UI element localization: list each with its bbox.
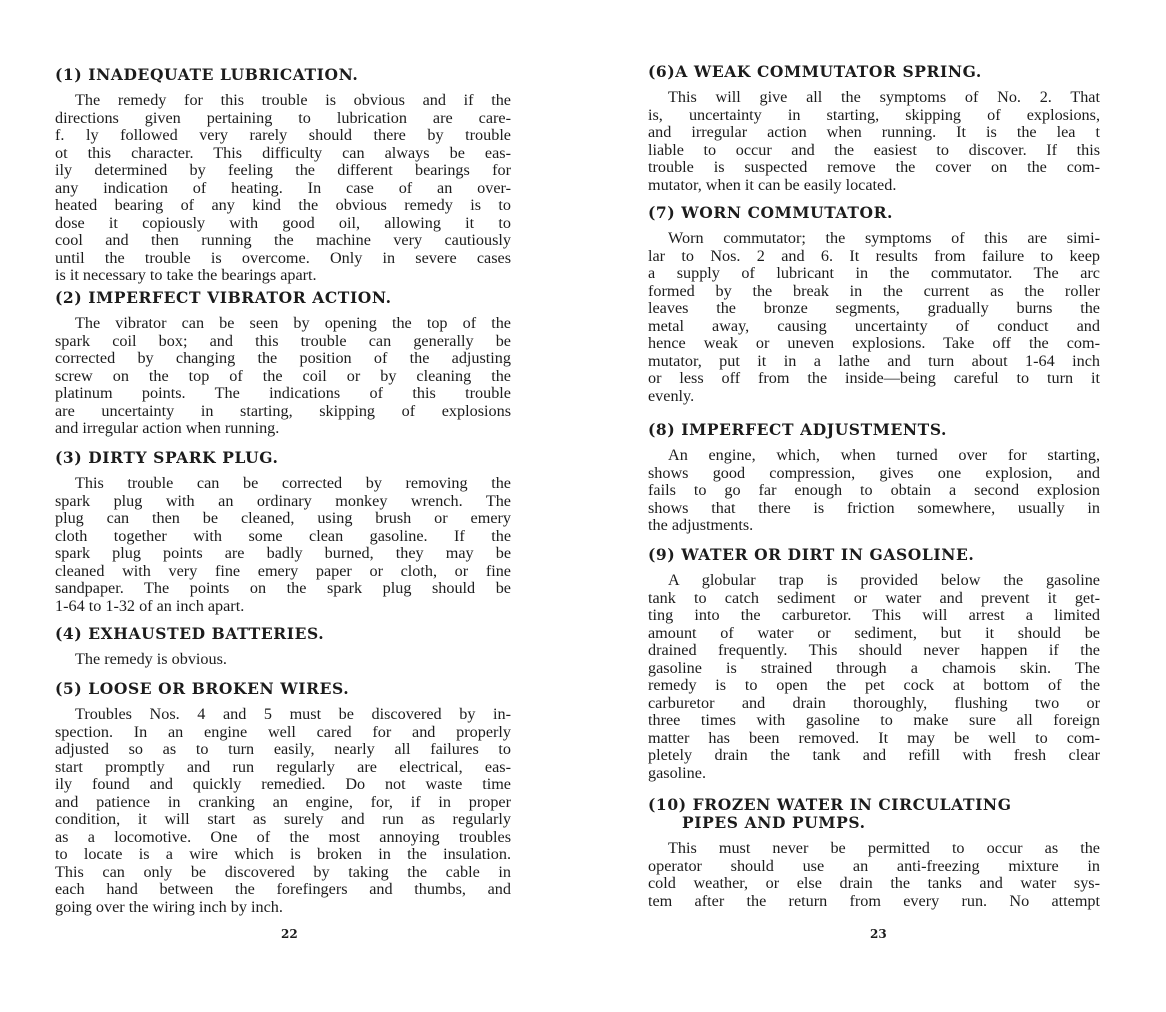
text-line: An engine, which, when turned over for starting, xyxy=(668,446,1100,464)
text-line: gasoline is strained through a chamois skin. The xyxy=(648,658,1100,677)
section xyxy=(648,204,1100,405)
text-line: spection. In an engine well cared for and properly xyxy=(55,722,511,741)
section-heading xyxy=(55,449,511,467)
text-line: spark coil box; and this trouble can generally be xyxy=(55,331,511,350)
text-line: Troubles Nos. 4 and 5 must be discovered by in- xyxy=(75,705,511,723)
text-line: or less off from the inside—being careful to turn it xyxy=(648,369,1100,387)
text-line: directions given pertaining to lubrication are care- xyxy=(55,108,511,127)
section xyxy=(648,546,1100,782)
text-line: operator should use an anti-freezing mixture in xyxy=(648,856,1100,875)
text-line: is it necessary to take the bearings apart. xyxy=(55,266,317,284)
text-line: as a locomotive. One of the most annoying troubles xyxy=(55,827,511,846)
text-line: A globular trap is provided below the gasoline xyxy=(668,571,1100,589)
text-line: tem after the return from every run. No attempt xyxy=(648,891,1100,910)
text-line: cleaned with very fine emery paper or cloth, or fine xyxy=(55,561,511,580)
text-line: the adjustments. xyxy=(648,516,754,534)
text-line: is, uncertainty in starting, skipping of explosions, xyxy=(648,105,1100,124)
text-line: a supply of lubricant in the commutator. The arc xyxy=(648,264,1100,282)
text-line: This can only be discovered by taking the cable in xyxy=(55,862,511,881)
text-line: going over the wiring inch by inch. xyxy=(55,897,283,916)
right-page xyxy=(648,0,1100,1012)
text-line: spark plug with an ordinary monkey wrench. The xyxy=(55,491,511,510)
section xyxy=(648,63,1100,194)
text-line: gasoline. xyxy=(648,763,706,782)
text-line: dose it copiously with good oil, allowing it to xyxy=(55,213,511,232)
text-line: amount of water or sediment, but it should be xyxy=(648,623,1100,642)
heading-text: (5) LOOSE OR BROKEN WIRES. xyxy=(55,679,350,698)
text-line: The remedy for this trouble is obvious and if the xyxy=(75,91,511,109)
left-page xyxy=(55,0,511,1012)
text-line: The remedy is obvious. xyxy=(75,650,227,668)
heading-text: PIPES AND PUMPS. xyxy=(682,813,866,832)
text-line: tank to catch sediment or water and prevent it get- xyxy=(648,588,1100,607)
text-line: ot this character. This difficulty can always be eas- xyxy=(55,143,511,162)
text-line: corrected by changing the position of the adjusting xyxy=(55,349,511,367)
section-heading xyxy=(55,289,511,307)
heading-text: (2) IMPERFECT VIBRATOR ACTION. xyxy=(55,288,392,307)
text-line: to locate is a wire which is broken in the insulation. xyxy=(55,845,511,863)
text-line: and irregular action when running. It is the lea t xyxy=(648,123,1100,141)
text-line: and patience in cranking an engine, for, if in proper xyxy=(55,792,511,811)
text-line: until the trouble is overcome. Only in severe cases xyxy=(55,248,511,267)
section-heading xyxy=(55,625,511,643)
text-line: carburetor and drain thoroughly, flushing two or xyxy=(648,693,1100,712)
text-line: metal away, causing uncertainty of conduct and xyxy=(648,316,1100,335)
text-line: shows good compression, gives one explosion, and xyxy=(648,463,1100,482)
heading-text: (4) EXHAUSTED BATTERIES. xyxy=(55,624,325,643)
text-line: platinum points. The indications of this trouble xyxy=(55,384,511,402)
section xyxy=(55,680,511,916)
text-line: leaves the bronze segments, gradually burns the xyxy=(648,299,1100,317)
text-line: screw on the top of the coil or by cleaning the xyxy=(55,366,511,385)
text-line: start promptly and run regularly are electrical, eas- xyxy=(55,757,511,776)
section-heading xyxy=(648,204,1100,222)
text-line: Worn commutator; the symptoms of this are simi- xyxy=(668,229,1100,247)
heading-text: (7) WORN COMMUTATOR. xyxy=(648,203,894,222)
text-line: This trouble can be corrected by removing the xyxy=(75,474,511,492)
text-line: mutator, put it in a lathe and turn about 1-64 inch xyxy=(648,351,1100,370)
heading-text: (9) WATER OR DIRT IN GASOLINE. xyxy=(648,545,975,564)
section xyxy=(55,289,511,438)
section xyxy=(55,449,511,615)
text-line: formed by the break in the current as the roller xyxy=(648,281,1100,300)
heading-text: (8) IMPERFECT ADJUSTMENTS. xyxy=(648,420,948,439)
section-heading xyxy=(55,66,511,84)
text-line: any indication of heating. In case of an over- xyxy=(55,178,511,197)
text-line: fails to go far enough to obtain a second explosion xyxy=(648,481,1100,499)
text-line: condition, it will start as surely and run as regularly xyxy=(55,810,511,828)
text-line: are uncertainty in starting, skipping of explosions xyxy=(55,401,511,420)
section-heading xyxy=(55,680,511,698)
text-line: cloth together with some clean gasoline. If the xyxy=(55,526,511,545)
text-line: shows that there is friction somewhere, usually in xyxy=(648,498,1100,517)
text-line: mutator, when it can be easily located. xyxy=(648,175,897,194)
text-line: adjusted so as to turn easily, nearly all failures to xyxy=(55,740,511,758)
text-line: drained frequently. This should never happen if the xyxy=(648,641,1100,659)
text-line: evenly. xyxy=(648,386,695,405)
text-line: plug can then be cleaned, using brush or emery xyxy=(55,509,511,527)
text-line: lar to Nos. 2 and 6. It results from failure to keep xyxy=(648,246,1100,265)
text-line: heated bearing of any kind the obvious remedy is to xyxy=(55,196,511,214)
text-line: pletely drain the tank and refill with fresh clear xyxy=(648,746,1100,764)
heading-text: (6)A WEAK COMMUTATOR SPRING. xyxy=(648,62,982,81)
text-line: and irregular action when running. xyxy=(55,419,280,437)
section xyxy=(55,66,511,285)
heading-text: (10) FROZEN WATER IN CIRCULATING xyxy=(648,795,1012,814)
heading-text: (3) DIRTY SPARK PLUG. xyxy=(55,448,279,467)
text-line: sandpaper. The points on the spark plug should be xyxy=(55,579,511,597)
text-line: ily found and quickly remedied. Do not waste time xyxy=(55,775,511,793)
text-line: trouble is suspected remove the cover on the com- xyxy=(648,158,1100,176)
text-line: f. ly followed very rarely should there by trouble xyxy=(55,126,511,144)
section xyxy=(648,421,1100,535)
section xyxy=(648,796,1100,910)
text-line: This must never be permitted to occur as the xyxy=(668,839,1100,857)
section-heading xyxy=(648,796,1100,832)
page-number: 23 xyxy=(870,927,887,941)
section-heading xyxy=(648,421,1100,439)
text-line: liable to occur and the easiest to discover. If this xyxy=(648,140,1100,159)
text-line: The vibrator can be seen by opening the top of the xyxy=(75,314,511,332)
section-heading xyxy=(648,63,1100,81)
text-line: hence weak or uneven explosions. Take off the com- xyxy=(648,334,1100,352)
section xyxy=(55,625,511,669)
text-line: ily determined by feeling the different bearings for xyxy=(55,161,511,179)
text-line: ting into the carburetor. This will arrest a limited xyxy=(648,606,1100,624)
text-line: cool and then running the machine very cautiously xyxy=(55,231,511,249)
text-line: spark plug points are badly burned, they may be xyxy=(55,544,511,562)
page-number: 22 xyxy=(281,927,298,941)
text-line: each hand between the forefingers and thumbs, and xyxy=(55,880,511,898)
section-heading xyxy=(648,546,1100,564)
text-line: matter has been removed. It may be well to com- xyxy=(648,728,1100,747)
text-line: remedy is to open the pet cock at bottom of the xyxy=(648,676,1100,694)
text-line: This will give all the symptoms of No. 2. That xyxy=(668,88,1100,106)
text-line: 1-64 to 1-32 of an inch apart. xyxy=(55,596,245,615)
text-line: three times with gasoline to make sure all foreign xyxy=(648,711,1100,729)
heading-text: (1) INADEQUATE LUBRICATION. xyxy=(55,65,359,84)
text-line: cold weather, or else drain the tanks and water sys- xyxy=(648,874,1100,892)
